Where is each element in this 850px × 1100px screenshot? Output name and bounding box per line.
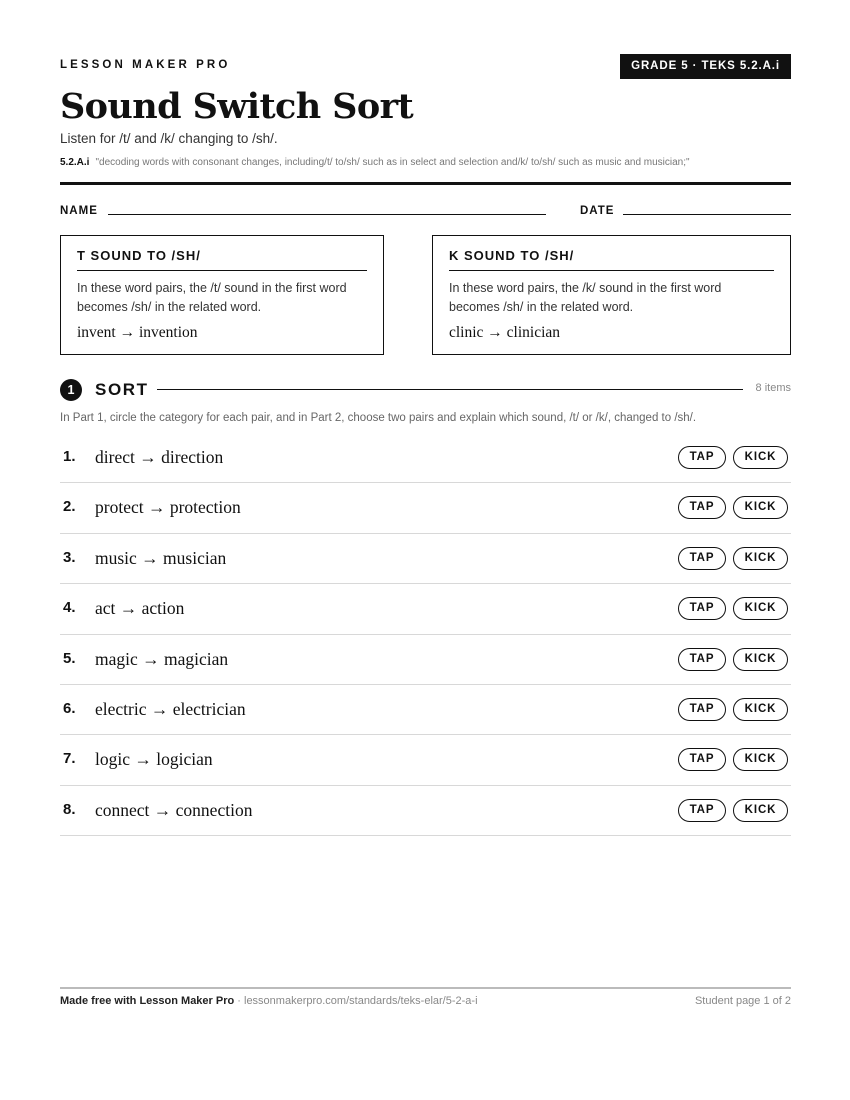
kick-choice-button[interactable]: KICK xyxy=(733,446,788,469)
tap-choice-button[interactable]: TAP xyxy=(678,597,726,620)
footer-credit xyxy=(60,995,478,1007)
worksheet-page xyxy=(60,0,791,1100)
word-pair: act → action xyxy=(95,598,185,619)
standard-code: 5.2.A.i xyxy=(60,157,90,168)
list-item xyxy=(60,735,791,785)
word-pair: protect → protection xyxy=(95,497,241,518)
list-item xyxy=(60,786,791,836)
tap-choice-button[interactable]: TAP xyxy=(678,698,726,721)
word-pair: music → musician xyxy=(95,547,227,568)
page-title: Sound Switch Sort xyxy=(60,86,414,127)
kick-choice-button[interactable]: KICK xyxy=(733,648,788,671)
t-sound-box xyxy=(60,235,384,355)
header-divider xyxy=(60,182,791,185)
word-pair: logic → logician xyxy=(95,749,213,770)
footer-made-with: Made free with Lesson Maker Pro xyxy=(60,995,235,1007)
footer-divider xyxy=(60,987,791,989)
section-instructions: In Part 1, circle the category for each pair, and in Part 2, choose two pairs and explain which sound, /t/ or /k/, changed to /sh/. xyxy=(60,412,697,424)
section-rule xyxy=(157,389,743,390)
k-sound-heading: K SOUND TO /SH/ xyxy=(449,248,774,271)
kick-choice-button[interactable]: KICK xyxy=(733,496,788,519)
k-sound-example: clinic → clinician xyxy=(449,324,561,341)
standard-text: "decoding words with consonant changes, including/t/ to/sh/ such as in select and selection and/k/ to/sh/ such as music and musician;" xyxy=(95,157,690,168)
t-sound-heading: T SOUND TO /SH/ xyxy=(77,248,367,271)
item-number: 7. xyxy=(63,750,76,768)
section-number-badge: 1 xyxy=(60,379,82,401)
page-subtitle: Listen for /t/ and /k/ changing to /sh/. xyxy=(60,131,278,146)
word-pair: magic → magician xyxy=(95,648,229,669)
tap-choice-button[interactable]: TAP xyxy=(678,496,726,519)
grade-badge: GRADE 5 · TEKS 5.2.A.i xyxy=(620,54,791,79)
tap-choice-button[interactable]: TAP xyxy=(678,799,726,822)
item-count: 8 items xyxy=(755,382,791,394)
t-sound-description: In these word pairs, the /t/ sound in the first word becomes /sh/ in the related word. xyxy=(77,281,347,314)
tap-choice-button[interactable]: TAP xyxy=(678,446,726,469)
list-item xyxy=(60,433,791,483)
kick-choice-button[interactable]: KICK xyxy=(733,748,788,771)
item-number: 5. xyxy=(63,649,76,667)
brand-name: LESSON MAKER PRO xyxy=(60,59,231,71)
date-field[interactable] xyxy=(623,214,791,215)
footer-url: · lessonmakerpro.com/standards/teks-elar/5-2-a-i xyxy=(234,995,478,1007)
list-item xyxy=(60,584,791,634)
tap-choice-button[interactable]: TAP xyxy=(678,547,726,570)
kick-choice-button[interactable]: KICK xyxy=(733,698,788,721)
word-pair: connect → connection xyxy=(95,799,253,820)
tap-choice-button[interactable]: TAP xyxy=(678,648,726,671)
name-label: NAME xyxy=(60,205,98,217)
word-pair: direct → direction xyxy=(95,447,224,467)
t-sound-example: invent → invention xyxy=(77,324,198,341)
list-item xyxy=(60,685,791,735)
k-sound-description: In these word pairs, the /k/ sound in the first word becomes /sh/ in the related word. xyxy=(449,281,722,314)
list-item xyxy=(60,635,791,685)
name-field[interactable] xyxy=(108,214,546,215)
k-sound-box xyxy=(432,235,791,355)
word-pair: electric → electrician xyxy=(95,698,246,719)
item-number: 1. xyxy=(63,448,76,465)
item-number: 6. xyxy=(63,699,76,717)
sort-item-list xyxy=(60,433,791,836)
item-number: 4. xyxy=(63,599,76,617)
item-number: 8. xyxy=(63,800,76,818)
list-item xyxy=(60,534,791,584)
footer-page-number: Student page 1 of 2 xyxy=(694,995,791,1007)
tap-choice-button[interactable]: TAP xyxy=(678,748,726,771)
item-number: 2. xyxy=(63,498,76,516)
section-title: SORT xyxy=(95,380,149,399)
date-label: DATE xyxy=(580,205,615,217)
kick-choice-button[interactable]: KICK xyxy=(733,547,788,570)
standard-citation xyxy=(60,157,690,168)
kick-choice-button[interactable]: KICK xyxy=(733,799,788,822)
list-item xyxy=(60,483,791,533)
item-number: 3. xyxy=(63,548,76,566)
kick-choice-button[interactable]: KICK xyxy=(733,597,788,620)
